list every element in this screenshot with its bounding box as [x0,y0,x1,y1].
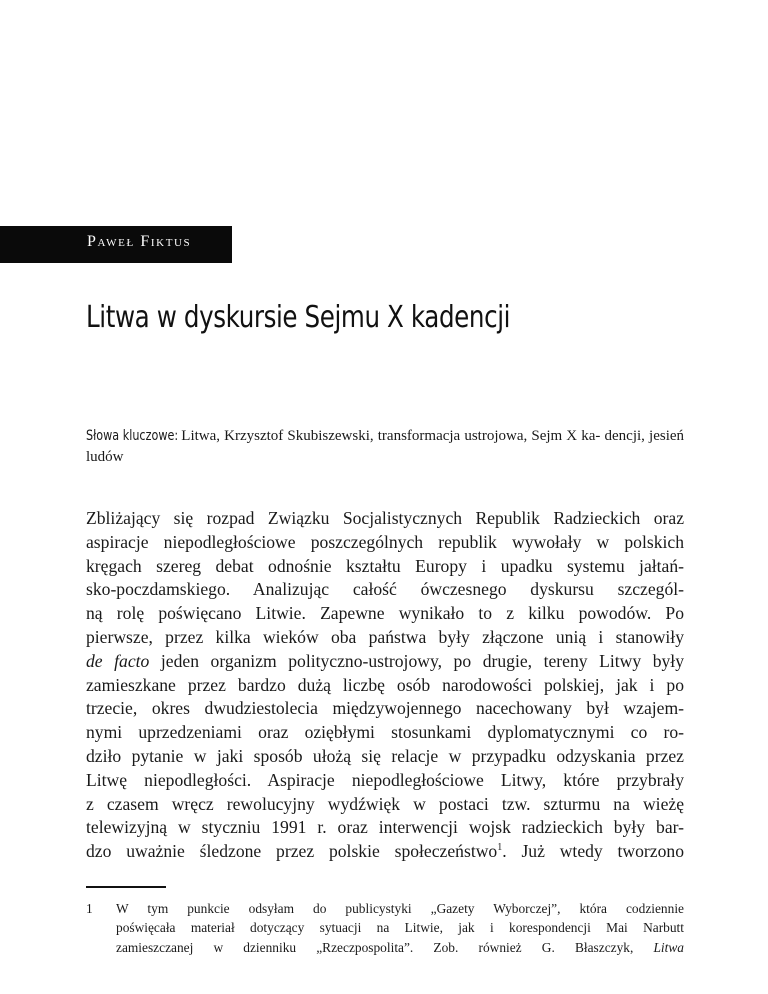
body-line: zamieszkane przez bardzo dużą liczbę osób narodowości polskiej, jak i po [86,674,684,695]
footnote-italic-title: Litwa [653,939,684,955]
footnote-line-part: zamieszczanej w dzienniku „Rzeczpospolita”. Zob. również G. Błaszczyk, [116,939,654,955]
body-line: telewizyjną w styczniu 1991 r. oraz interwencji wojsk radzieckich były bar- [86,817,684,838]
body-paragraph [86,507,684,864]
body-line-part: dzo uważnie śledzone przez polskie społeczeństwo [86,841,498,862]
footnote-number: 1 [86,901,93,916]
author-name: Paweł Fiktus [87,233,192,250]
body-line: sko-poczdamskiego. Analizując całość ówczesnego dyskursu szczegól- [86,579,684,600]
body-line: trzecie, okres dwudziestolecia międzywojennego nacechowany był wzajem- [86,698,684,719]
body-line: kręgach szereg debat odnośnie kształtu Europy i upadku systemu jałtań- [86,555,684,576]
keywords-text-line1: Litwa, Krzysztof Skubiszewski, transformacja ustrojowa, Sejm X ka- [181,428,601,444]
body-line: dziło pytanie w jaki sposób ułożą się relacje w przypadku odzyskania przez [86,745,684,766]
body-line: z czasem wręcz rewolucyjny wydźwięk w postaci tzw. szturmu na wieżę [86,793,684,814]
body-line: Litwę niepodległości. Aspiracje niepodległościowe Litwy, które przybrały [86,769,684,790]
body-line [86,840,684,864]
footnote-line: W tym punkcie odsyłam do publicystyki „Gazety Wyborczej”, która codziennie [116,901,684,916]
body-line-part: . Już wtedy tworzono [502,841,684,862]
keywords-label: Słowa kluczowe: [86,428,179,444]
body-line: pierwsze, przez kilka wieków oba państwa były złączone unią i stanowiły [86,626,684,647]
footnote-text [116,899,684,957]
body-line: ną rolę poświęcano Litwie. Zapewne wynikało to z kilku powodów. Po [86,603,684,624]
body-line [86,650,684,674]
body-line-rest: jeden organizm polityczno-ustrojowy, po drugie, tereny Litwy były [149,650,684,671]
body-line: Zbliżający się rozpad Związku Socjalistycznych Republik Radzieckich oraz [86,508,684,528]
body-line: nymi uprzedzeniami oraz oziębłymi stosunkami dyplomatycznymi co ro- [86,722,684,743]
footnote-line: poświęcała materiał dotyczący sytuacji na Litwie, jak i korespondencji Mai Narbutt [116,920,684,936]
footnote-divider [86,886,166,888]
keywords [86,426,684,468]
footnote-line [116,938,684,957]
keywords-text-line2: dencji, jesień ludów [86,428,685,465]
footnote-marker[interactable]: 1 [497,842,503,854]
article-title: Litwa w dyskursie Sejmu X kadencji [86,300,511,335]
italic-term: de facto [86,650,150,671]
body-line: aspiracje niepodległościowe poszczególnych republik wywołały w polskich [86,531,684,552]
